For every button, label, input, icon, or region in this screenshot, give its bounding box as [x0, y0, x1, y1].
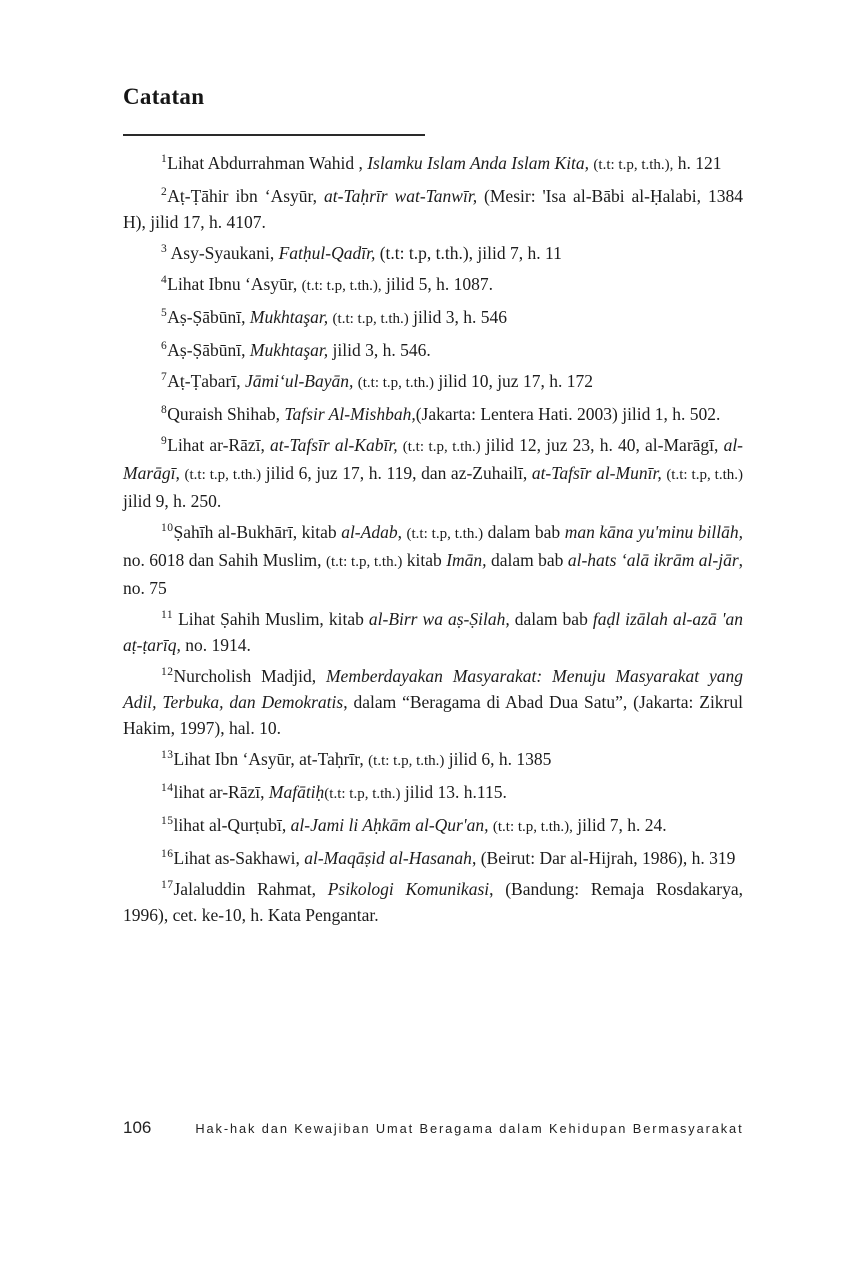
footnote-text: (Mesir: 'Isa al-Bābi al-Ḥalabi, 1384 H), jilid 17, h. 4107. — [123, 186, 743, 232]
footnote-number: 5 — [161, 307, 168, 320]
footnote-text: , (Bandung: Remaja Rosdakarya, 1996), cet. ke-10, h. Kata Pengantar. — [123, 879, 743, 925]
footnote-14 — [123, 779, 743, 807]
footnote-text: , no. 75 — [123, 550, 744, 598]
footnote-4 — [123, 271, 743, 299]
footnote-text: Ṣahīh al-Bukhārī, kitab — [173, 522, 342, 542]
footnote-text: Lihat Ibnu ‘Asyūr, — [167, 274, 302, 294]
footnote-2 — [123, 183, 743, 235]
footnote-5 — [123, 304, 743, 332]
cited-work-title: Fatḥul-Qadīr, — [278, 243, 376, 263]
footnote-13 — [123, 746, 743, 774]
footnote-text: dalam bab — [509, 609, 593, 629]
footnote-text: jilid 12, juz 23, h. 40, al-Marāgī, — [480, 435, 724, 455]
footnote-text: (t.t: t.p, t.th.), — [301, 278, 382, 294]
cited-work-title: Imān, — [446, 550, 487, 570]
footnote-text: jilid 5, h. 1087. — [381, 274, 493, 294]
footnote-number: 11 — [161, 609, 174, 622]
footnote-number: 6 — [161, 340, 168, 353]
footnote-number: 4 — [161, 274, 168, 287]
footnote-11 — [123, 606, 743, 658]
footnote-8 — [123, 401, 743, 427]
page-number: 106 — [123, 1118, 152, 1137]
footnote-number: 7 — [161, 371, 168, 384]
cited-work-title: at-Taḥrīr wat-Tanwīr, — [324, 186, 478, 206]
page-title: Catatan — [123, 84, 205, 109]
cited-work-title: al-Marāgī, — [123, 435, 744, 483]
footnote-3 — [123, 240, 743, 266]
footnote-number: 16 — [161, 848, 174, 861]
footnote-number: 14 — [161, 782, 174, 795]
cited-work-title: faḍl izālah al-azā 'an aṭ-ṭarīq, — [123, 609, 743, 655]
cited-work-title: al-Birr wa aṣ-Ṣilah, — [368, 609, 510, 629]
cited-work-title: man kāna yu'minu billāh, — [564, 522, 743, 542]
footnotes-section — [123, 150, 743, 928]
footnote-text: Lihat Abdurrahman Wahid , — [167, 153, 368, 173]
footnote-text: jilid 6, juz 17, h. 119, dan az-Zuhailī, — [261, 463, 532, 483]
footnote-number: 9 — [161, 435, 168, 448]
footnote-text: (t.t: t.p, t.th.), — [492, 819, 573, 835]
cited-work-title: Memberdayakan Masyarakat: Menuju Masyarakat yang Adil, Terbuka, dan Demokratis — [123, 666, 743, 712]
footnote-text: (t.t: t.p, t.th.) — [184, 467, 262, 483]
footnote-text: (t.t: t.p, t.th.) — [325, 554, 403, 570]
footnote-text: Lihat ar-Rāzī, — [167, 435, 271, 455]
page-content — [123, 84, 743, 933]
footnote-text: Nurcholish Madjid, — [173, 666, 326, 686]
footnote-text: jilid 3, h. 546 — [408, 307, 507, 327]
footnote-12 — [123, 663, 743, 741]
footnote-text: (t.t: t.p, t.th.) — [332, 311, 409, 327]
footnote-number: 8 — [161, 404, 168, 417]
footnote-text: Jalaluddin Rahmat, — [173, 879, 328, 899]
page-footer — [123, 1118, 763, 1138]
footnote-text: no. 6018 dan Sahih Muslim, — [123, 550, 326, 570]
footnote-text: h. 121 — [673, 153, 722, 173]
footnote-text: (t.t: t.p, t.th.) — [406, 526, 484, 542]
footnote-text: (t.t: t.p, t.th.) — [368, 753, 445, 769]
cited-work-title: Psikologi Komunikasi — [327, 879, 490, 899]
footnote-text: Asy-Syaukani, — [167, 243, 279, 263]
footnote-text: , dalam “Beragama di Abad Dua Satu”, (Jakarta: Zikrul Hakim, 1997), hal. 10. — [123, 692, 743, 738]
footnote-text: lihat ar-Rāzī, — [173, 782, 269, 802]
footnote-text: Aṣ-Ṣābūnī, — [167, 340, 250, 360]
footnote-text: jilid 7, h. 24. — [572, 815, 667, 835]
footnote-text: Lihat Ibn ‘Asyūr, at-Taḥrīr, — [173, 749, 369, 769]
cited-work-title: Tafsir Al-Mishbah, — [284, 404, 416, 424]
footnote-15 — [123, 812, 743, 840]
footnote-separator-rule — [123, 134, 425, 136]
cited-work-title: al-Adab — [341, 522, 398, 542]
footnote-text: jilid 9, h. 250. — [123, 491, 222, 511]
cited-work-title: al-hats ‘alā ikrām al-jār — [567, 550, 739, 570]
footnote-text: (t.t: t.p, t.th.) — [357, 375, 434, 391]
footnote-number: 17 — [161, 879, 174, 892]
footnote-text: jilid 10, juz 17, h. 172 — [434, 371, 593, 391]
footnote-number: 12 — [161, 666, 174, 679]
footnote-17 — [123, 876, 743, 928]
footnote-number: 3 — [161, 243, 168, 256]
footnote-text: (Jakarta: Lentera Hati. 2003) jilid 1, h. 502. — [415, 404, 721, 424]
cited-work-title: al-Jami li Aḥkām al-Qur'an, — [290, 815, 489, 835]
footnote-text: Lihat Ṣahih Muslim, kitab — [173, 609, 369, 629]
footnote-text: , — [397, 522, 407, 542]
footnote-1 — [123, 150, 743, 178]
footnote-6 — [123, 337, 743, 363]
cited-work-title: Mukhtaşar, — [249, 340, 329, 360]
cited-work-title: Mafātiḥ — [268, 782, 325, 802]
footnote-text: Aṭ-Ṭāhir ibn ‘Asyūr, — [167, 186, 325, 206]
running-title: Hak-hak dan Kewajiban Umat Beragama dalam Kehidupan Bermasyarakat — [195, 1121, 744, 1136]
footnote-text: Aṭ-Ṭabarī, — [167, 371, 245, 391]
footnote-text: no. 1914. — [180, 635, 251, 655]
footnote-text: (t.t: t.p, t.th.), — [593, 157, 674, 173]
footnote-text: jilid 13. h.115. — [400, 782, 507, 802]
cited-work-title: Jāmi‘ul-Bayān, — [245, 371, 354, 391]
footnote-16 — [123, 845, 743, 871]
footnote-text: dalam bab — [486, 550, 568, 570]
footnote-text: lihat al-Qurṭubī, — [173, 815, 291, 835]
footnote-number: 13 — [161, 749, 174, 762]
footnote-text: (t.t: t.p, t.th.), jilid 7, h. 11 — [375, 243, 562, 263]
footnote-10 — [123, 519, 743, 601]
footnote-number: 15 — [161, 815, 174, 828]
cited-work-title: al-Maqāṣid al-Hasanah — [304, 848, 472, 868]
cited-work-title: Mukhtaşar, — [249, 307, 329, 327]
cited-work-title: Islamku Islam Anda Islam Kita, — [367, 153, 590, 173]
footnote-text: (t.t: t.p, t.th.) — [402, 439, 481, 455]
footnote-text: (t.t: t.p, t.th.) — [666, 467, 744, 483]
footnote-number: 10 — [161, 522, 174, 535]
footnote-text: Quraish Shihab, — [167, 404, 285, 424]
footnote-number: 1 — [161, 153, 168, 166]
footnote-7 — [123, 368, 743, 396]
footnote-text: kitab — [402, 550, 447, 570]
footnote-text: jilid 3, h. 546. — [328, 340, 431, 360]
footnote-text: jilid 6, h. 1385 — [444, 749, 552, 769]
footnote-text: , (Beirut: Dar al-Hijrah, 1986), h. 319 — [471, 848, 736, 868]
cited-work-title: at-Tafsīr al-Kabīr, — [270, 435, 398, 455]
footnote-text: (t.t: t.p, t.th.) — [324, 786, 401, 802]
footnote-text: Aṣ-Ṣābūnī, — [167, 307, 250, 327]
cited-work-title: at-Tafsīr al-Munīr, — [531, 463, 662, 483]
footnote-9 — [123, 432, 743, 514]
footnote-text: Lihat as-Sakhawi, — [173, 848, 305, 868]
footnote-text: dalam bab — [483, 522, 565, 542]
footnote-number: 2 — [161, 186, 168, 199]
